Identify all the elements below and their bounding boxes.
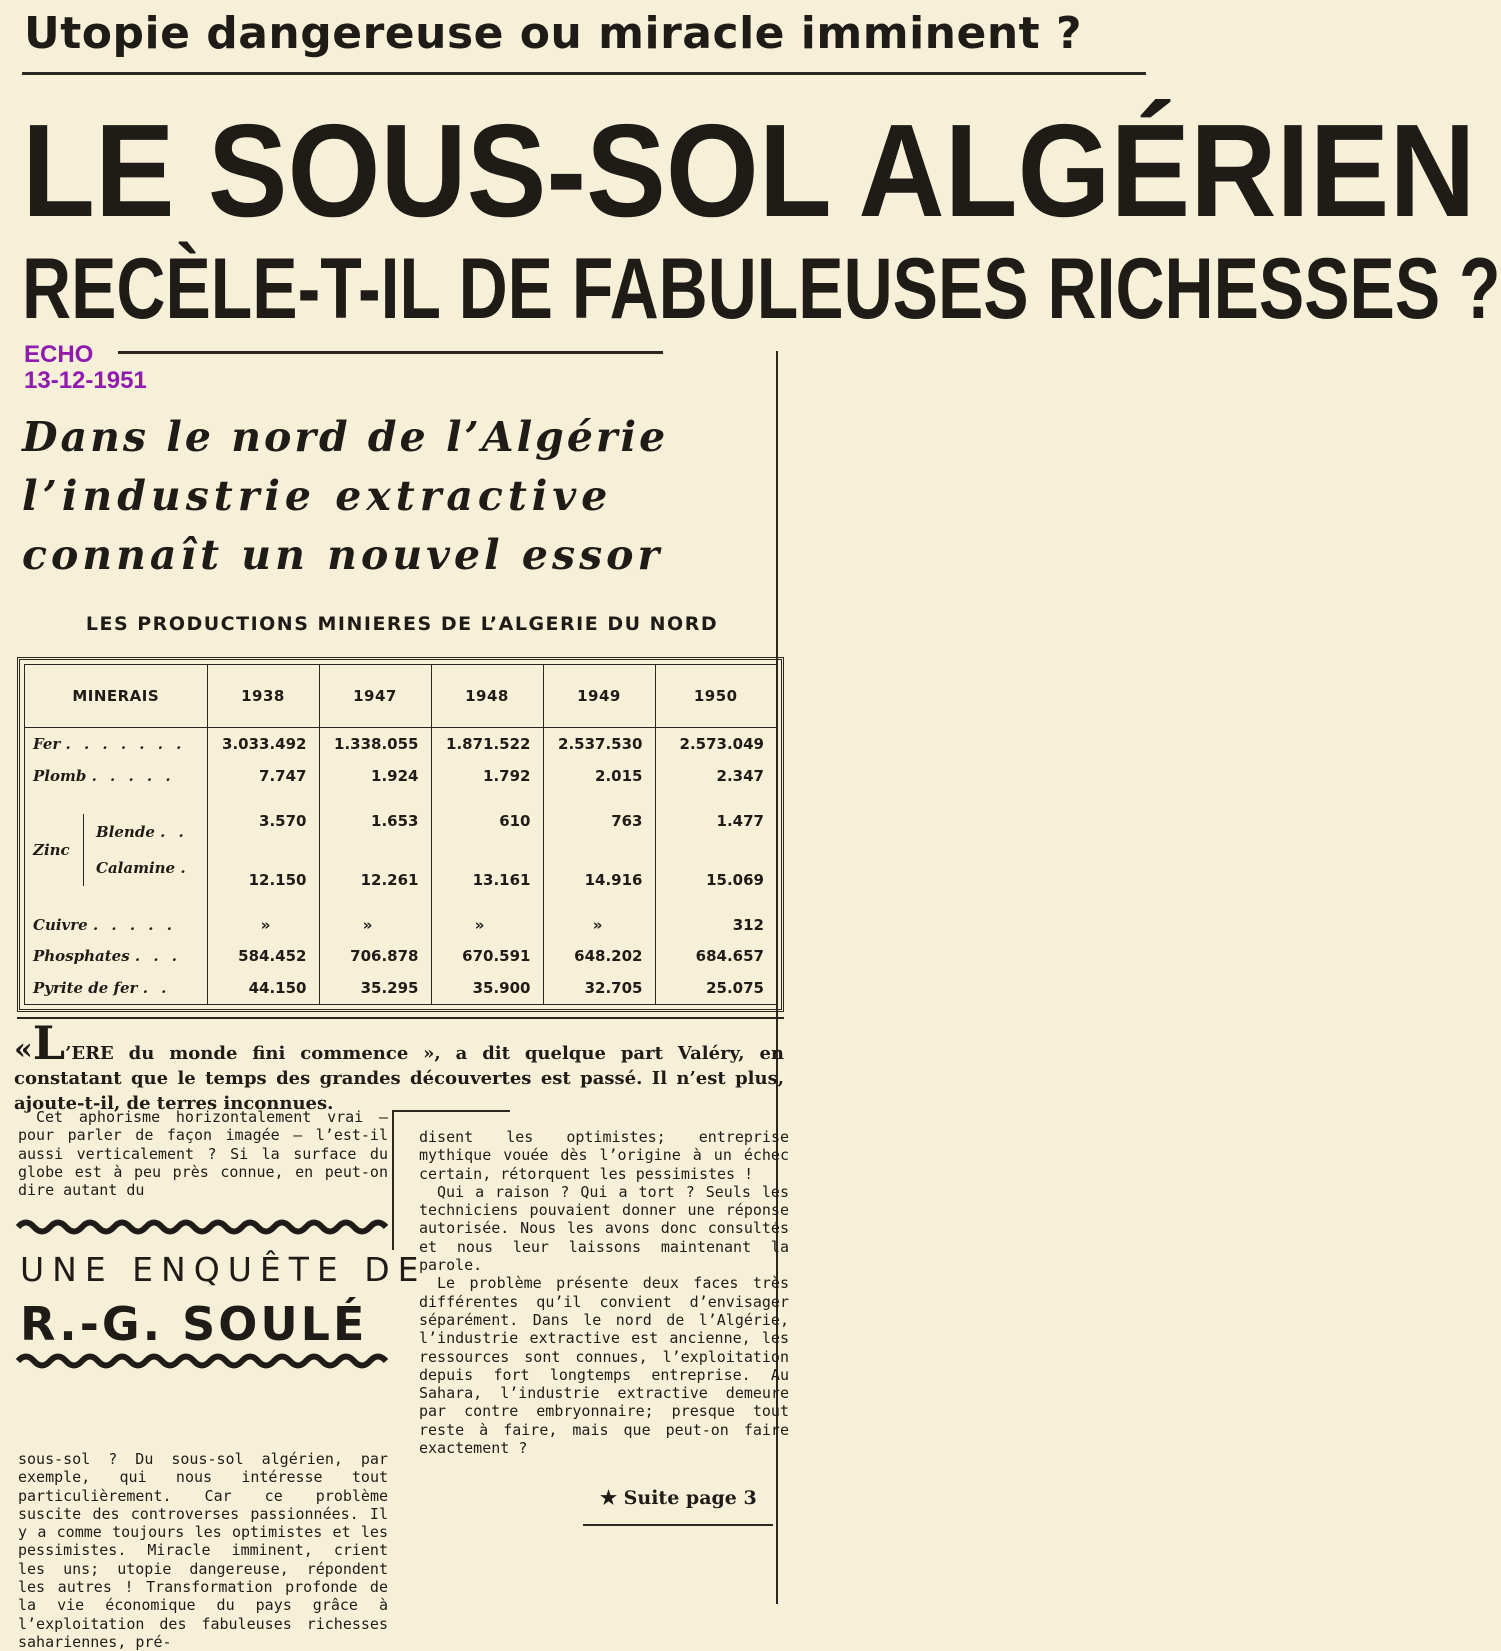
star-icon: ★	[600, 1487, 618, 1509]
col-header-1950: 1950	[655, 665, 776, 728]
section-rule	[118, 351, 663, 354]
col-header-minerais: MINERAIS	[25, 665, 207, 728]
table-title: LES PRODUCTIONS MINIERES DE L’ALGERIE DU NORD	[85, 613, 719, 635]
lead-paragraph	[14, 1016, 784, 1116]
table-cell: »	[543, 909, 655, 941]
table-cell: 1.924	[319, 760, 431, 792]
col-divider	[392, 1110, 394, 1250]
col-header-1948: 1948	[431, 665, 543, 728]
continued-link[interactable]: Suite page 3	[623, 1487, 757, 1509]
table-row-blende	[25, 792, 776, 851]
table-cell: 1.477	[655, 792, 776, 851]
echo-date: 13-12-1951	[24, 367, 147, 394]
table-cell: 763	[543, 792, 655, 851]
subhead-line3: connaît un nouvel essor	[22, 531, 664, 579]
body-paragraph: Qui a raison ? Qui a tort ? Seuls les techniciens pouvaient donner une réponse autorisée. Nous les avons donc consultés et nous leur laissons maintenant la parole.	[419, 1182, 789, 1275]
table-cell: 706.878	[319, 941, 431, 973]
table-cell: 35.900	[431, 972, 543, 1004]
kicker-rule	[22, 72, 1146, 75]
lead-text: ’ERE du monde fini commence », a dit quelque part Valéry, en constatant que le temps des grandes découvertes est passé. Il n’est plus, ajoute-t-il, de terres inconnues.	[14, 1043, 784, 1114]
row-label: Phosphates	[33, 947, 130, 966]
row-label: Blende	[96, 823, 155, 842]
production-table-frame	[17, 657, 784, 1012]
col-header-1938: 1938	[207, 665, 319, 728]
table-cell: »	[207, 909, 319, 941]
row-label: Pyrite de fer	[33, 979, 138, 998]
table-cell: 12.261	[319, 850, 431, 909]
byline-author: R.-G. SOULÉ	[20, 1297, 368, 1351]
production-table	[25, 665, 776, 1004]
col-header-1947: 1947	[319, 665, 431, 728]
headline-line2: RECÈLE-T-IL DE FABULEUSES RICHESSES ?	[22, 241, 1501, 337]
table-cell: 670.591	[431, 941, 543, 973]
open-quote: «	[14, 1032, 33, 1067]
table-cell: 1.792	[431, 760, 543, 792]
body-paragraph: disent les optimistes; entreprise mythique vouée dès l’origine à un échec certain, rétorquent les pessimistes !	[419, 1128, 789, 1183]
table-cell: 2.015	[543, 760, 655, 792]
table-cell: 2.573.049	[655, 728, 776, 760]
row-dots: .	[180, 859, 190, 878]
table-cell: 684.657	[655, 941, 776, 973]
body-paragraph: sous-sol ? Du sous-sol algérien, par exemple, qui nous intéresse tout particulièrement. Car ce problème suscite des controverses passionnées. Il y a comme toujours les optimistes et les pessimistes. Miracle imminent, crient les uns; utopie dangereuse, répondent les autres ! Transformation profonde de la vie économique du pays grâce à l’exploitation des fabuleuses richesses sahariennes, pré-	[18, 1450, 388, 1651]
row-dots: . . . . . . .	[65, 734, 186, 753]
table-cell: 14.916	[543, 850, 655, 909]
row-group-zinc: Zinc	[33, 841, 70, 860]
table-cell: 1.871.522	[431, 728, 543, 760]
table-cell: 35.295	[319, 972, 431, 1004]
table-cell: 3.033.492	[207, 728, 319, 760]
row-label: Plomb	[33, 766, 87, 785]
table-row-cuivre	[25, 909, 776, 941]
table-row-pyrite	[25, 972, 776, 1004]
table-cell: 44.150	[207, 972, 319, 1004]
wave-divider-icon	[18, 1216, 388, 1238]
table-cell: 1.653	[319, 792, 431, 851]
row-label: Fer	[33, 734, 61, 753]
table-cell: 32.705	[543, 972, 655, 1004]
echo-name: ECHO	[24, 341, 94, 368]
table-cell: 2.347	[655, 760, 776, 792]
table-bottom-rule	[17, 1017, 784, 1019]
table-cell: 648.202	[543, 941, 655, 973]
kicker-title: Utopie dangereuse ou miracle imminent ?	[24, 8, 1083, 59]
body-paragraph: Le problème présente deux faces très différentes qu’il convient d’envisager séparément. Dans le nord de l’Algérie, l’industrie extractive est ancienne, les ressources sont connues, l’exploitation depuis fort longtemps entreprise. Au Sahara, l’industrie extractive demeure par contre embryonnaire; presque tout reste à faire, mais que peut-on faire exactement ?	[419, 1274, 789, 1458]
body-column1-bottom	[18, 1450, 388, 1651]
headline-line1: LE SOUS-SOL ALGÉRIEN	[22, 97, 1476, 244]
table-cell: 15.069	[655, 850, 776, 909]
subhead-line2: l’industrie extractive	[22, 472, 613, 520]
table-cell: 3.570	[207, 792, 319, 851]
body-column1-top	[18, 1108, 388, 1199]
body-paragraph: Cet aphorisme horizontalement vrai — pour parler de façon imagée — l’est-il aussi verticalement ? Si la surface du globe est à peu près connue, en peut-on dire autant du	[18, 1108, 388, 1200]
subheadline	[22, 408, 782, 585]
byline-intro: UNE ENQUÊTE DE	[20, 1250, 427, 1289]
row-dots: . . . . .	[91, 766, 175, 785]
table-cell: 13.161	[431, 850, 543, 909]
table-cell: 610	[431, 792, 543, 851]
table-cell: »	[431, 909, 543, 941]
row-dots: . . . . .	[92, 915, 176, 934]
body-column2	[419, 1128, 789, 1457]
table-header-row	[25, 665, 776, 728]
table-cell: »	[319, 909, 431, 941]
row-dots: . .	[160, 823, 188, 842]
row-dots: . . .	[134, 947, 182, 966]
table-row-fer	[25, 728, 776, 760]
table-cell: 584.452	[207, 941, 319, 973]
col2-top-rule	[392, 1110, 510, 1112]
table-cell: 12.150	[207, 850, 319, 909]
table-cell: 1.338.055	[319, 728, 431, 760]
table-cell: 7.747	[207, 760, 319, 792]
row-dots: . .	[142, 979, 171, 998]
continued-rule	[583, 1524, 773, 1526]
row-label: Calamine	[96, 859, 176, 878]
col-header-1949: 1949	[543, 665, 655, 728]
wave-divider-icon	[18, 1350, 388, 1372]
subhead-line1: Dans le nord de l’Algérie	[22, 413, 669, 461]
table-row-plomb	[25, 760, 776, 792]
drop-cap: L	[32, 1016, 66, 1070]
echo-stamp	[24, 342, 147, 394]
continued-note	[600, 1487, 757, 1509]
table-cell: 312	[655, 909, 776, 941]
table-cell: 2.537.530	[543, 728, 655, 760]
row-label: Cuivre	[33, 915, 88, 934]
table-cell: 25.075	[655, 972, 776, 1004]
table-row-phosphates	[25, 941, 776, 973]
